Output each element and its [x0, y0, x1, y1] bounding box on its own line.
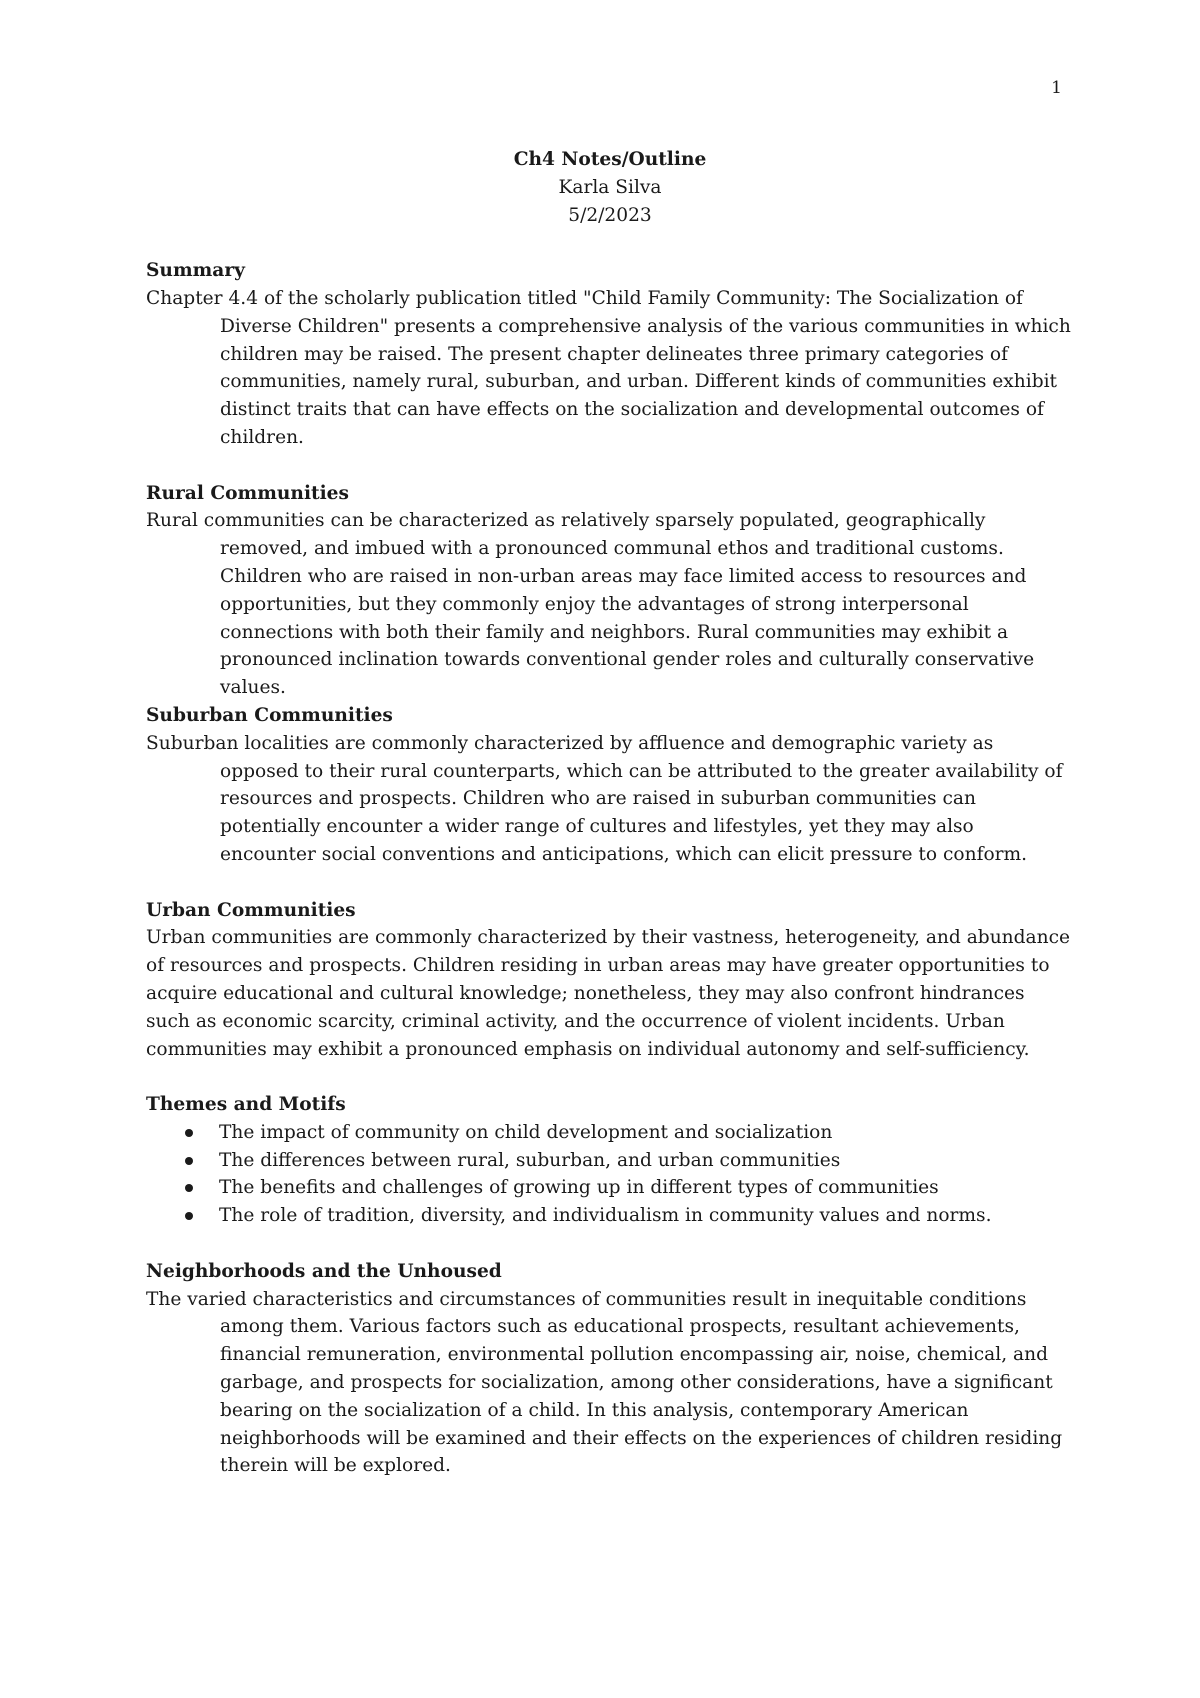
list-item	[146, 1147, 1074, 1175]
themes-heading: Themes and Motifs	[146, 1094, 346, 1116]
bullet-icon	[185, 1212, 193, 1220]
spacer	[146, 1230, 1074, 1258]
suburban-paragraph: Suburban localities are commonly characterized by affluence and demographic variety as opposed to their rural counterparts, which can be attributed to the greater availability of resources and prospects. Children who are raised in suburban communities can potentially encounter a wider range of cultures and lifestyles, yet they may also encounter social conventions and anticipations, which can elicit pressure to conform.	[146, 732, 1063, 865]
rural-heading: Rural Communities	[146, 482, 349, 504]
spacer	[146, 869, 1074, 897]
list-item-text: The benefits and challenges of growing up in different types of communities	[219, 1177, 939, 1199]
urban-paragraph: Urban communities are commonly characterized by their vastness, heterogeneity, and abundance of resources and prospects. Children residing in urban areas may have greater opportunities to acquire educational and cultural knowledge; nonetheless, they may also confront hindrances such as economic scarcity, criminal activity, and the occurrence of violent incidents. Urban communities may exhibit a pronounced emphasis on individual autonomy and self-sufficiency.	[146, 927, 1071, 1060]
urban-heading: Urban Communities	[146, 899, 356, 921]
bullet-icon	[185, 1157, 193, 1165]
title-block	[146, 146, 1074, 229]
rural-paragraph: Rural communities can be characterized as relatively sparsely populated, geographically removed, and imbued with a pronounced communal ethos and traditional customs. Children who are raised in non-urban areas may face limited access to resources and opportunities, but they commonly enjoy the advantages of strong interpersonal connections with both their family and neighbors. Rural communities may exhibit a pronounced inclination towards conventional gender roles and culturally conservative values.	[146, 510, 1035, 699]
document-body	[146, 146, 1074, 1480]
spacer	[146, 452, 1074, 480]
themes-list	[146, 1119, 1074, 1230]
bullet-icon	[185, 1184, 193, 1192]
bullet-icon	[185, 1129, 193, 1137]
document-title: Ch4 Notes/Outline	[513, 149, 707, 170]
list-item-text: The differences between rural, suburban, and urban communities	[219, 1149, 841, 1171]
list-item	[146, 1202, 1074, 1230]
neighborhoods-heading: Neighborhoods and the Unhoused	[146, 1260, 502, 1282]
suburban-heading: Suburban Communities	[146, 704, 393, 726]
list-item	[146, 1119, 1074, 1147]
neighborhoods-paragraph: The varied characteristics and circumstances of communities result in inequitable conditions among them. Various factors such as educational prospects, resultant achievements, financial remuneration, environmental pollution encompassing air, noise, chemical, and garbage, and prospects for socialization, among other considerations, have a significant bearing on the socialization of a child. In this analysis, contemporary American neighborhoods will be examined and their effects on the experiences of children residing therein will be explored.	[146, 1288, 1063, 1477]
summary-heading: Summary	[146, 260, 245, 282]
list-item-text: The role of tradition, diversity, and individualism in community values and norms.	[219, 1205, 992, 1227]
list-item	[146, 1174, 1074, 1202]
list-item-text: The impact of community on child development and socialization	[219, 1121, 833, 1143]
summary-paragraph: Chapter 4.4 of the scholarly publication titled "Child Family Community: The Socialization of Diverse Children" presents a comprehensive analysis of the various communities in which children may be raised. The present chapter delineates three primary categories of communities, namely rural, suburban, and urban. Different kinds of communities exhibit distinct traits that can have effects on the socialization and developmental outcomes of children.	[146, 287, 1071, 448]
page-number: 1	[1051, 78, 1062, 98]
document-author: Karla Silva	[558, 176, 662, 198]
spacer	[146, 229, 1074, 257]
spacer	[146, 1063, 1074, 1091]
document-date: 5/2/2023	[568, 204, 652, 226]
